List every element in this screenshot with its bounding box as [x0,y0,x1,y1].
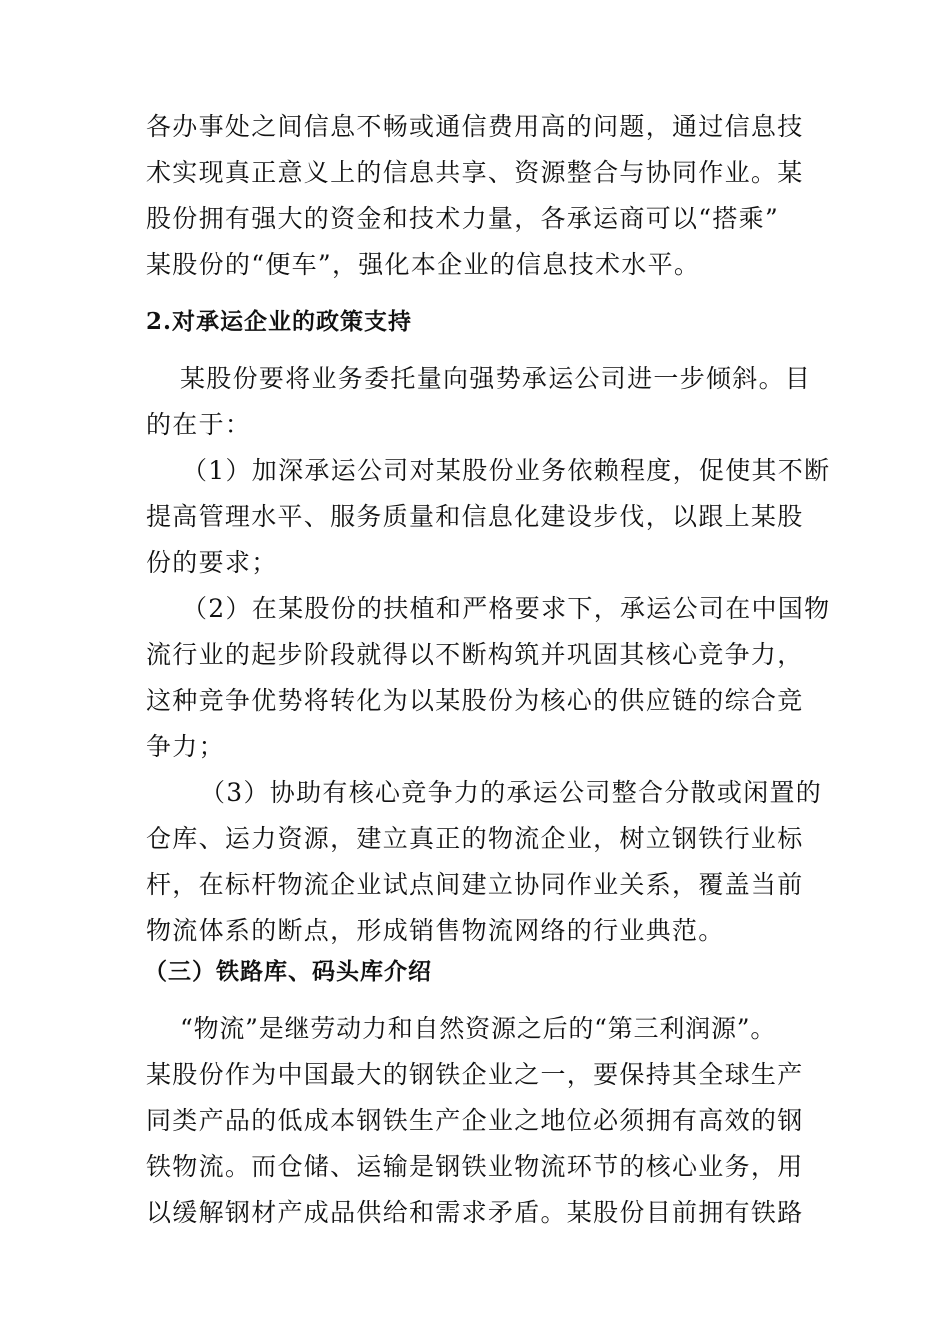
list-item-line: （1）加深承运公司对某股份业务依赖程度，促使其不断 [182,456,831,485]
list-item-line: 提高管理水平、服务质量和信息化建设步伐，以跟上某股 [146,502,804,531]
paragraph-line: 同类产品的低成本钢铁生产企业之地位必须拥有高效的钢 [146,1106,804,1135]
paragraph-line: “物流”是继劳动力和自然资源之后的“第三利润源”。 [180,1014,777,1043]
list-item-line: 份的要求； [146,548,278,577]
paragraph-line: 某股份要将业务委托量向强势承运公司进一步倾斜。目 [180,364,812,393]
paragraph-line: 术实现真正意义上的信息共享、资源整合与协同作业。某 [146,158,804,187]
paragraph-line: 某股份的“便车”，强化本企业的信息技术水平。 [146,250,701,279]
paragraph-line: 以缓解钢材产成品供给和需求矛盾。某股份目前拥有铁路 [146,1198,804,1227]
list-item-line: 仓库、运力资源，建立真正的物流企业，树立钢铁行业标 [146,824,804,853]
list-item-line: 争力； [146,732,225,761]
list-item-line: （2）在某股份的扶植和严格要求下，承运公司在中国物 [182,594,831,623]
section-heading: 2.对承运企业的政策支持 [146,308,413,335]
list-item-line: 物流体系的断点，形成销售物流网络的行业典范。 [146,916,725,945]
list-item-line: 流行业的起步阶段就得以不断构筑并巩固其核心竞争力， [146,640,804,669]
section-heading: （三）铁路库、码头库介绍 [144,958,432,985]
list-item-line: （3）协助有核心竞争力的承运公司整合分散或闲置的 [200,778,823,807]
paragraph-line: 股份拥有强大的资金和技术力量，各承运商可以“搭乘” [146,204,780,233]
paragraph-line: 某股份作为中国最大的钢铁企业之一，要保持其全球生产 [146,1060,804,1089]
paragraph-line: 的在于： [146,410,252,439]
list-item-line: 这种竞争优势将转化为以某股份为核心的供应链的综合竞 [146,686,804,715]
paragraph-line: 各办事处之间信息不畅或通信费用高的问题，通过信息技 [146,112,804,141]
list-item-line: 杆，在标杆物流企业试点间建立协同作业关系，覆盖当前 [146,870,804,899]
paragraph-line: 铁物流。而仓储、运输是钢铁业物流环节的核心业务，用 [146,1152,804,1181]
